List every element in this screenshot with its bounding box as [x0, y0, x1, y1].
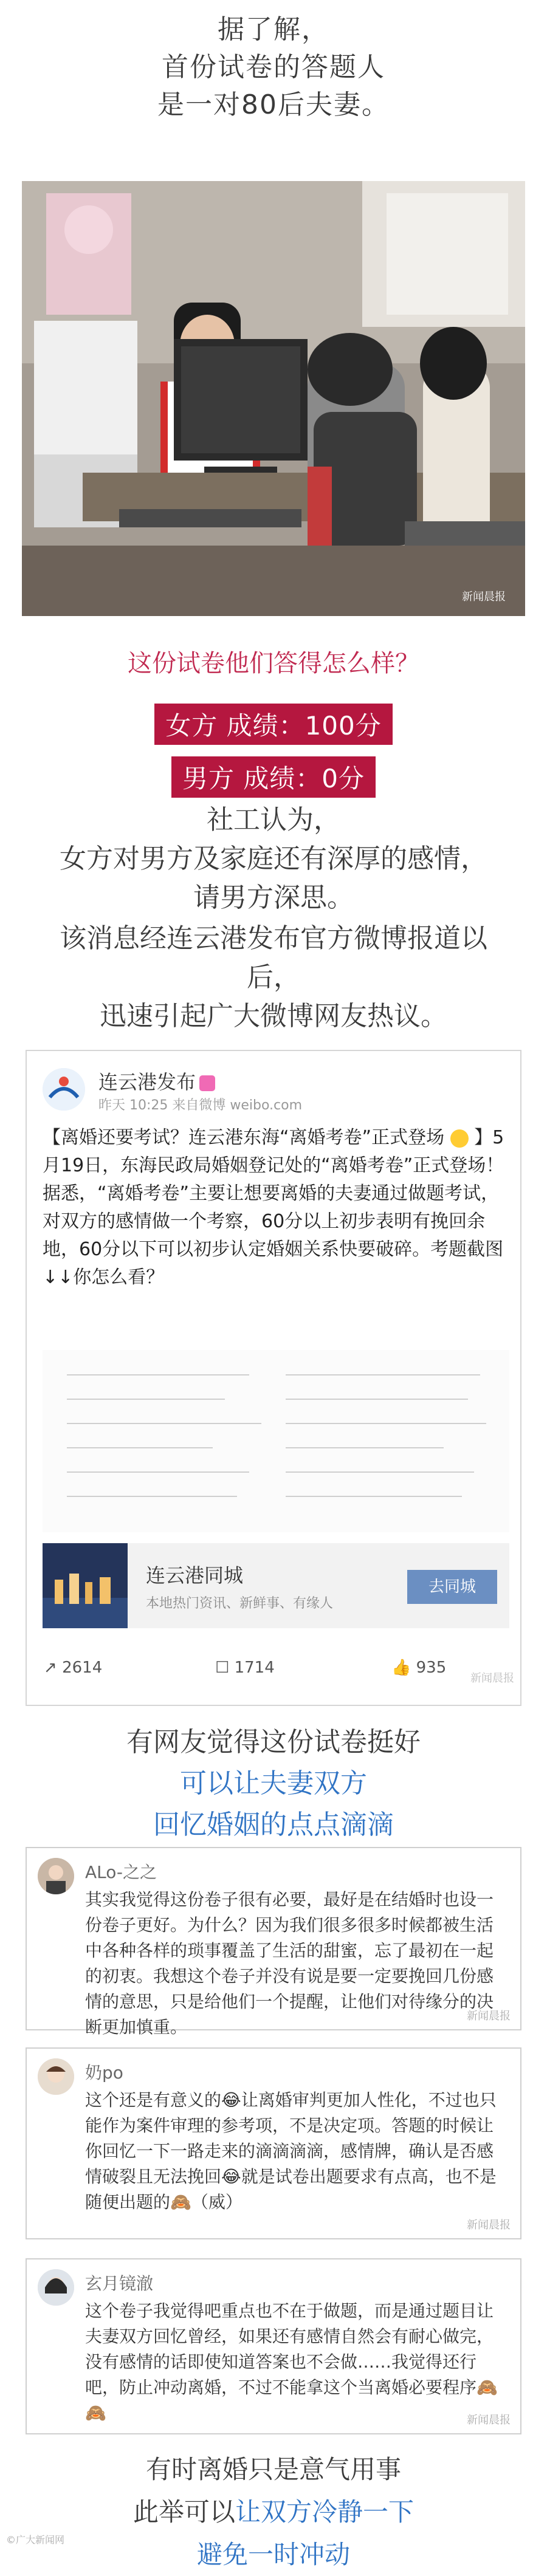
- para1-line-1: 社工认为，: [207, 804, 340, 835]
- city-thumbnail: [43, 1543, 128, 1628]
- question-heading: 这份试卷他们答得怎么样？: [128, 649, 419, 677]
- vip-badge-icon: [199, 1075, 215, 1091]
- logo-icon: [43, 1068, 85, 1111]
- avatar[interactable]: [38, 2058, 74, 2095]
- city-skyline-icon: [43, 1543, 128, 1628]
- comment-icon: ☐: [215, 1659, 230, 1677]
- ending-line-2a: 此举可以: [132, 2497, 235, 2527]
- weibo-post-meta: 昨天 10:25 来自微博 weibo.com: [98, 1098, 303, 1113]
- tongcheng-card[interactable]: [43, 1543, 509, 1628]
- intro-block: [0, 11, 547, 124]
- comment-text: 这个还是有意义的😂让离婚审判更加人性化，不过也只能作为案件审理的参考项，不是决定项。答题的时候让你回忆一下一路走来的滴滴滴滴，感情牌，确认是否感情破裂且无法挽回😂就是试卷出题要求有点高，也不是随便出题的🙈（威）: [85, 2090, 497, 2212]
- female-score-badge: 女方 成绩：100分: [154, 704, 393, 745]
- comment-watermark: 新闻晨报: [467, 2414, 511, 2427]
- weibo-text-a: 【离婚还要考试？连云港东海“离婚考卷”正式登场: [43, 1127, 445, 1148]
- weibo-text-b: 】5月19日，东海民政局婚姻登记处的“离婚考卷”正式登场！据悉，“离婚考卷”主要让想要离婚的夫妻通过做题考试，对双方的感情做一个考察，60分以上初步表明有挽回余地，60分以下可以初步认定婚姻关系快要破碎。考题截图↓↓你怎么看？: [43, 1127, 504, 1288]
- user-avatar-icon: [38, 2058, 74, 2095]
- footer-watermark: ©广大新闻网: [6, 2534, 65, 2546]
- comment-count: 1714: [234, 1659, 275, 1677]
- comment-button[interactable]: [215, 1659, 275, 1677]
- para1-line-2: 女方对男方及家庭还有深厚的感情，: [60, 843, 487, 874]
- intro-line-3: 是一对80后夫妻。: [157, 89, 390, 120]
- repost-button[interactable]: [44, 1659, 102, 1677]
- repost-count: 2614: [62, 1659, 103, 1677]
- ending-line-3: 避免一时冲动: [196, 2540, 350, 2569]
- card-subtitle: 本地热门资讯、新鲜事、有缘人: [146, 1596, 334, 1611]
- like-icon: 👍: [391, 1659, 411, 1677]
- comment-text: 其实我觉得这份卷子很有必要，最好是在结婚时也设一份卷子更好。为什么？因为我们很多很多时候都被生活中各种各样的琐事覆盖了生活的甜蜜，忘了最初在一起的初衷。我想这个卷子并没有说是要一定要挽回几份感情的意思，只是给他们一个提醒，让他们对待缘分的决断更加慎重。: [85, 1889, 494, 2037]
- netizen-opinion-block: [0, 1722, 547, 1846]
- comment-card: [26, 2047, 521, 2239]
- male-score-badge: 男方 成绩：0分: [171, 756, 376, 798]
- para2-line-3: 迅速引起广大微博网友热议。: [100, 1001, 447, 1032]
- go-tongcheng-button[interactable]: 去同城: [407, 1570, 497, 1604]
- intro-line-2: 首份试卷的答题人: [162, 52, 385, 83]
- ending-line-1: 有时离婚只是意气用事: [145, 2454, 401, 2484]
- mid-line-3: 回忆婚姻的点点滴滴: [153, 1809, 394, 1840]
- exam-paper-screenshot[interactable]: [43, 1350, 509, 1532]
- weibo-watermark: 新闻晨报: [470, 1672, 514, 1685]
- ending-line-2: [0, 2491, 547, 2533]
- comment-author[interactable]: 玄月镜澈: [85, 2273, 154, 2293]
- user-avatar-icon: [38, 1858, 74, 1894]
- comment-text: 这个卷子我觉得吧重点也不在于做题，而是通过题目让夫妻双方回忆曾经，如果还有感情自然会有耐心做完，没有感情的话即使知道答案也不会做……我觉得还行吧，防止冲动离婚，不过不能拿这个当离婚必要程序🙈🙈: [85, 2301, 498, 2423]
- intro-line-1: 据了解，: [218, 14, 329, 45]
- comment-author[interactable]: 奶po: [85, 2063, 123, 2083]
- comment-watermark: 新闻晨报: [467, 2010, 511, 2023]
- card-title: 连云港同城: [146, 1564, 244, 1587]
- like-count: 935: [416, 1659, 447, 1677]
- weibo-post-card: [26, 1050, 521, 1706]
- laugh-emoji-icon: [450, 1129, 469, 1148]
- mid-line-1: 有网友觉得这份试卷挺好: [126, 1727, 421, 1758]
- avatar[interactable]: [43, 1068, 85, 1111]
- social-worker-paragraph: [0, 801, 547, 917]
- female-score-row: [0, 704, 547, 745]
- comment-card: [26, 2258, 521, 2434]
- weibo-author-name[interactable]: [98, 1067, 215, 1095]
- para2-line-2: 后，: [247, 962, 300, 993]
- office-photo-illustration: [22, 181, 525, 616]
- comment-author[interactable]: ALo-之之: [85, 1862, 157, 1882]
- comment-watermark: 新闻晨报: [467, 2219, 511, 2232]
- male-score-row: [0, 756, 547, 798]
- photo-watermark: 新闻晨报: [462, 591, 506, 603]
- avatar[interactable]: [38, 2269, 74, 2306]
- office-photo: [22, 181, 525, 616]
- comment-card: [26, 1847, 521, 2037]
- ending-line-2b: 让双方冷静一下: [235, 2497, 415, 2527]
- para2-line-1: 该消息经连云港发布官方微博报道以: [60, 923, 487, 954]
- weibo-action-bar: [27, 1653, 520, 1689]
- weibo-intro-paragraph: [0, 919, 547, 1036]
- mid-line-2: 可以让夫妻双方: [180, 1768, 367, 1799]
- weibo-post-text: [43, 1124, 509, 1292]
- repost-icon: ↗: [44, 1659, 57, 1677]
- para1-line-3: 请男方深思。: [193, 882, 354, 913]
- user-avatar-icon: [38, 2269, 74, 2306]
- like-button[interactable]: [391, 1659, 446, 1677]
- author-name-text: 连云港发布: [98, 1070, 196, 1094]
- avatar[interactable]: [38, 1858, 74, 1894]
- ending-block: [0, 2448, 547, 2576]
